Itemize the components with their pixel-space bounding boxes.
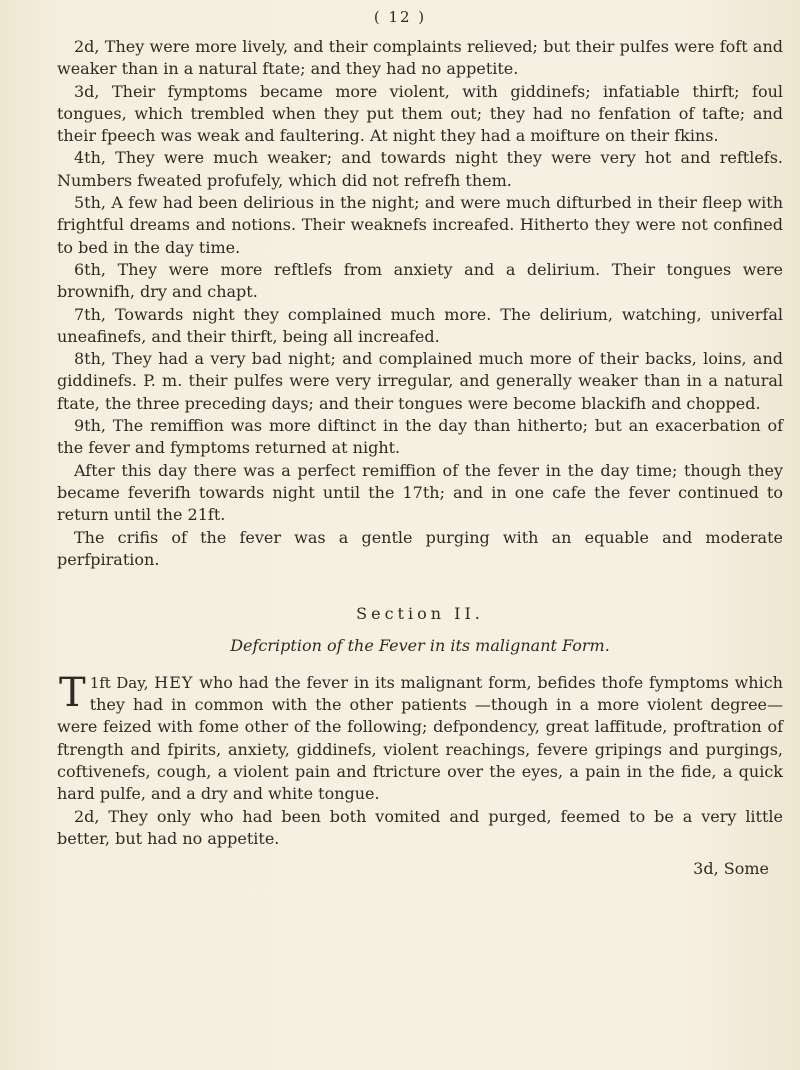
paragraph: After this day there was a perfect remiffion of the fever in the day time; though they became feverifh towards night until the 17th; and in one cafe the fever continued to return until the 21ft. <box>57 460 783 525</box>
paragraph: 7th, Towards night they complained much more. The delirium, watching, univerfal uneafinefs, and their thirft, being all increafed. <box>57 304 783 346</box>
paragraph: 5th, A few had been delirious in the night; and were much difturbed in their fleep with frightful dreams and notions. Their weaknefs increafed. Hitherto they were not confined to bed in the day time. <box>57 193 783 257</box>
section-subheading: Defcription of the Fever in its malignant Form. <box>230 636 610 656</box>
paragraph: 6th, They were more reftlefs from anxiety and a delirium. Their tongues were brownifh, dry and chapt. <box>57 259 783 302</box>
catchword: 3d, Some <box>693 859 769 879</box>
paragraph: 4th, They were much weaker; and towards night they were very hot and reftlefs. Numbers fweated profufely, which did not refrefh them. <box>57 148 783 190</box>
body-text <box>57 36 783 880</box>
page-number: ( 12 ) <box>373 8 427 26</box>
lead-paragraph <box>57 669 783 806</box>
section-heading: Section II. <box>356 604 484 624</box>
paragraph: The crifis of the fever was a gentle purging with an equable and moderate perfpiration. <box>57 527 783 569</box>
lead-text: who had the fever in its malignant form, befides thofe fymptoms which they had in common with the other patients —though in a more violent degree—were feized with fome other of the following; defpondency, great laffitude, proftration of ftrength and fpirits, anxiety, giddinefs, violent reachings, fevere gripings and purgings, coftivenefs, cough, a violent pain and ftricture over the eyes, a pain in the fide, a quick hard pulfe, and a dry and white tongue. <box>57 672 783 804</box>
paragraph: 9th, The remiffion was more diftinct in the day than hitherto; but an exacerbation of the fever and fymptoms returned at night. <box>57 416 783 458</box>
paragraph: 2d, They only who had been both vomited and purged, feemed to be a very little better, but had no appetite. <box>57 806 783 848</box>
paragraph: 3d, Their fymptoms became more violent, with giddinefs; infatiable thirft; foul tongues, which trembled when they put them out; they had no fenfation of tafte; and their fpeech was weak and faultering. At night they had a moifture on their fkins. <box>57 81 783 146</box>
paragraph: 8th, They had a very bad night; and complained much more of their backs, loins, and giddinefs. P. m. their pulfes were very irregular, and generally weaker than in a natural ftate, the three preceding days; and their tongues were become blackifh and chopped. <box>57 349 783 413</box>
drop-cap: T <box>59 669 86 716</box>
margin-day-label: 1ft Day, <box>89 673 149 692</box>
lead-caps: HEY <box>154 672 194 692</box>
paragraph: 2d, They were more lively, and their complaints relieved; but their pulfes were foft and weaker than in a natural ftate; and they had no appetite. <box>57 37 783 79</box>
